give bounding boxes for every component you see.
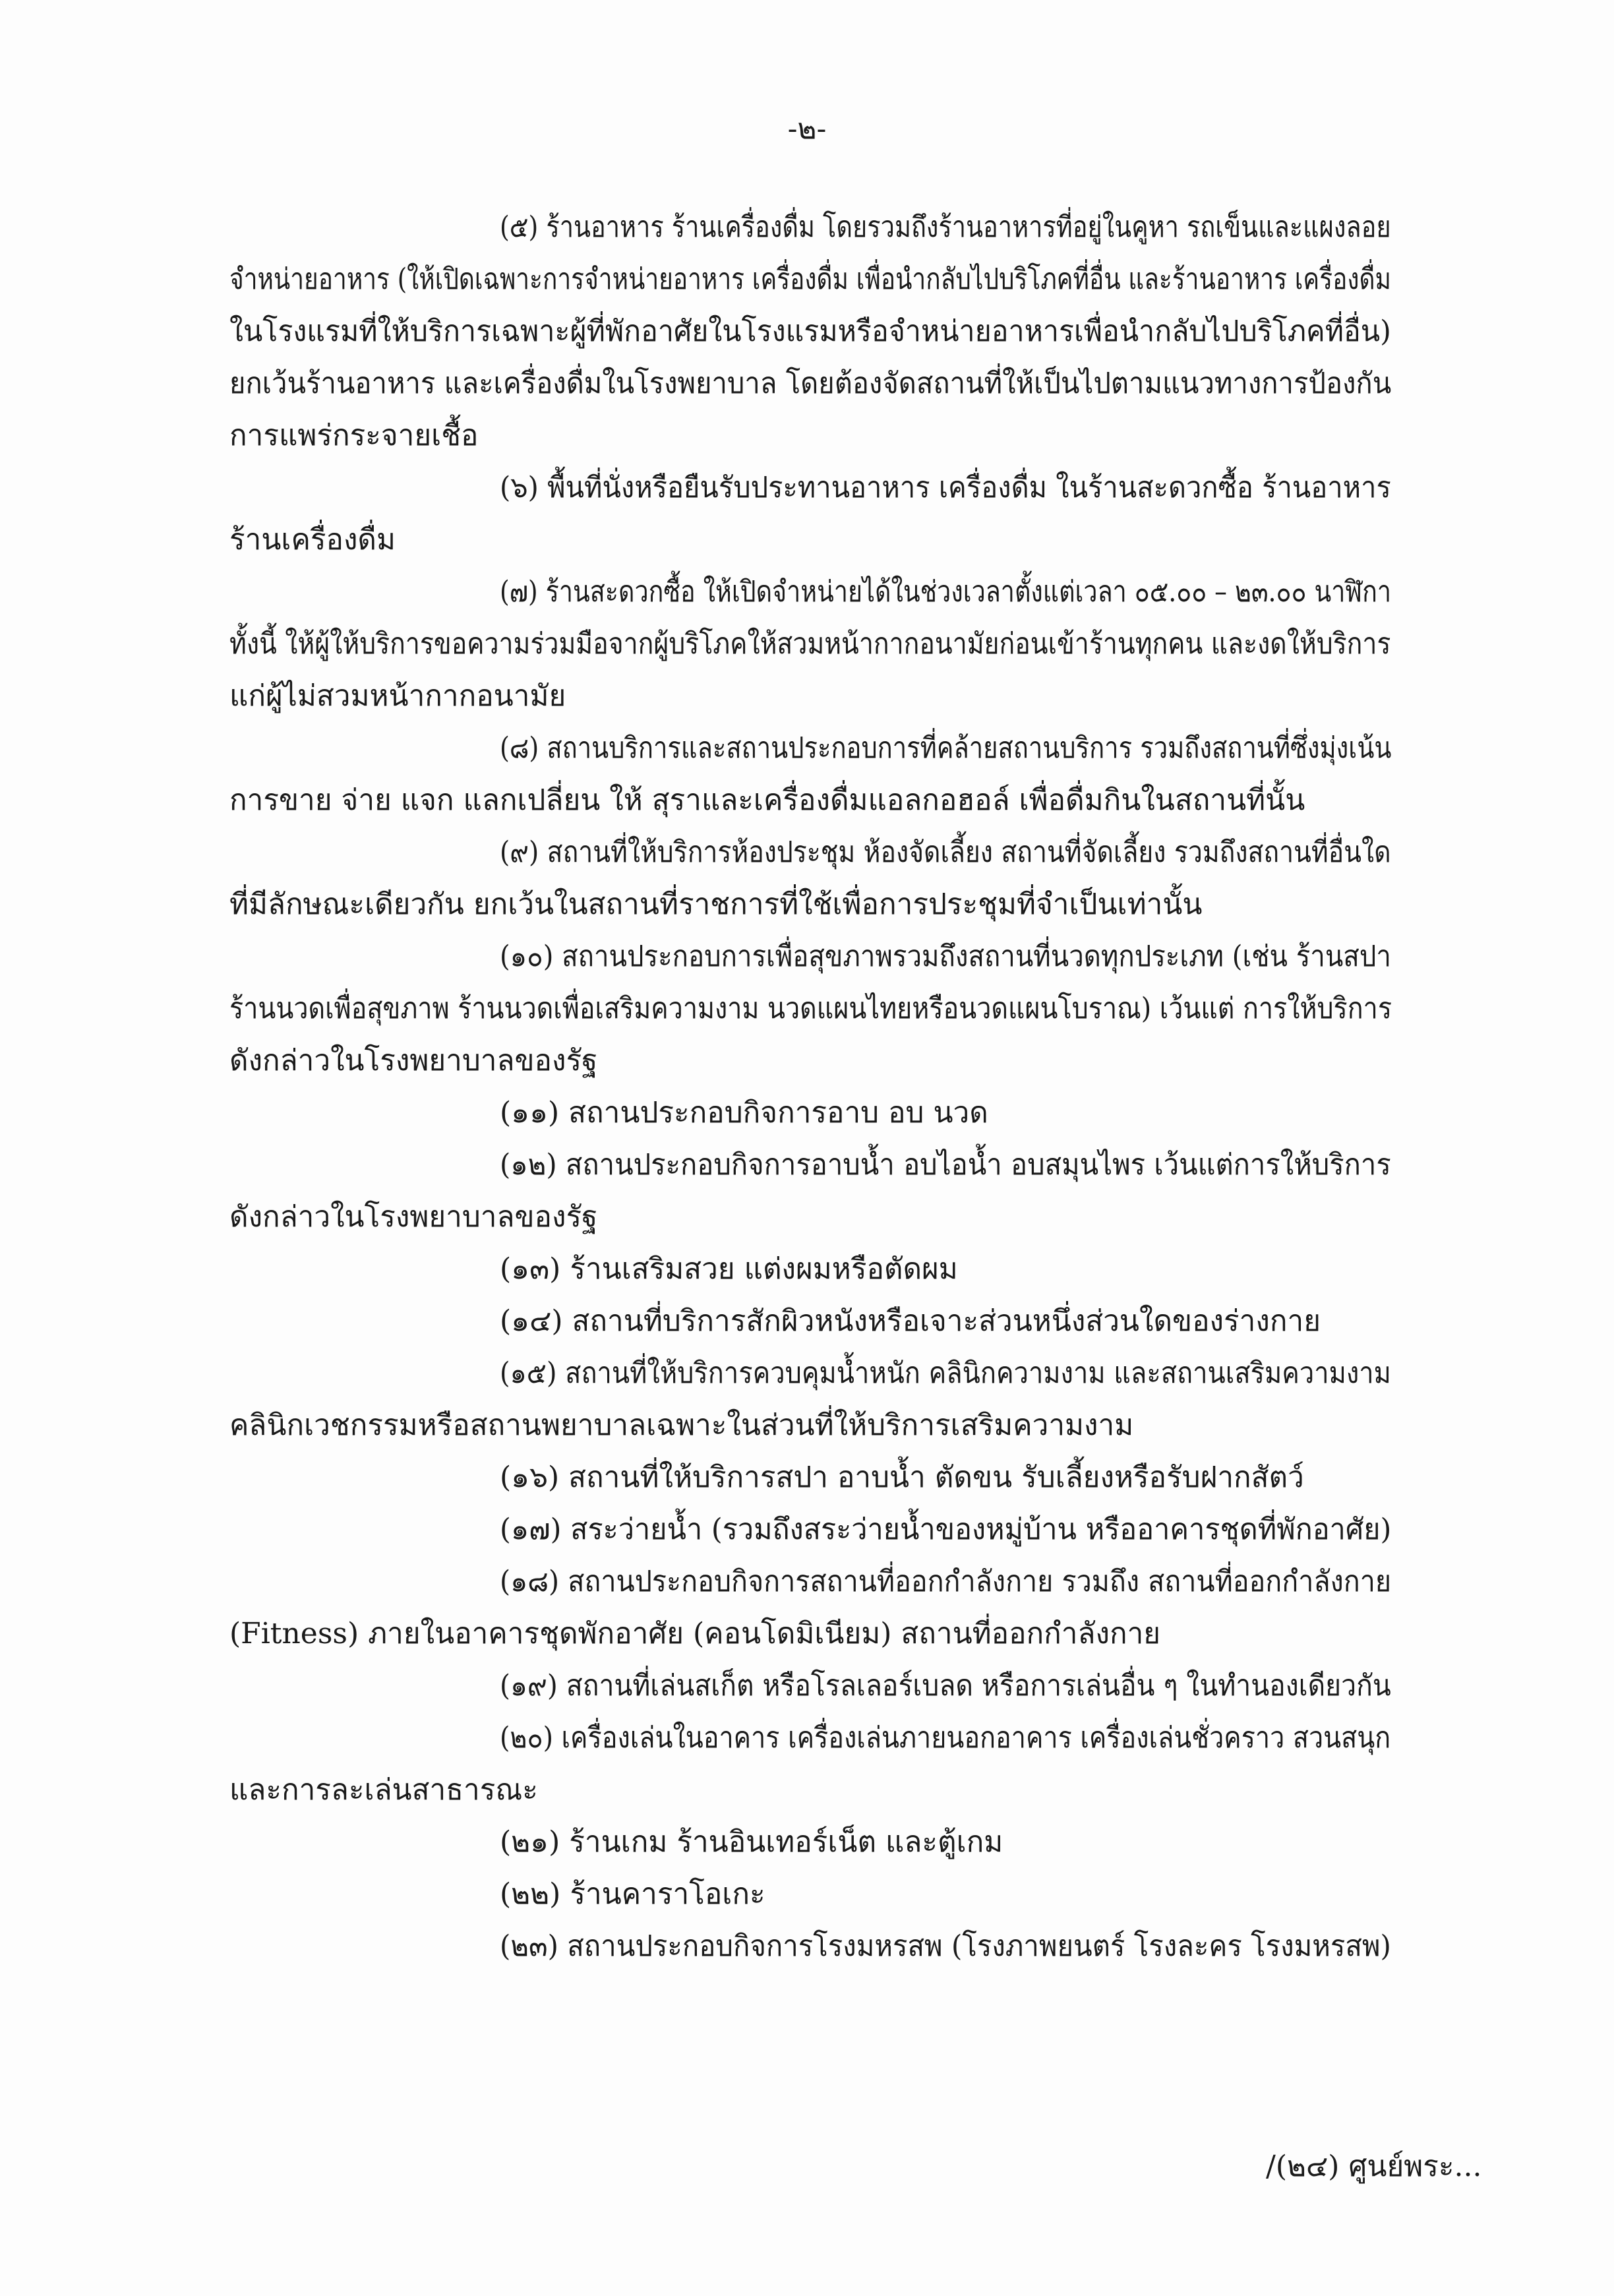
paragraph-line: (๑๗) สระว่ายน้ำ (รวมถึงสระว่ายน้ำของหมู่บ้าน หรืออาคารชุดที่พักอาศัย) [500,1513,1392,1546]
paragraph-line: (๑๖) สถานที่ให้บริการสปา อาบน้ำ ตัดขน รับเลี้ยงหรือรับฝากสัตว์ [500,1461,1304,1494]
page-number: -๒- [787,112,827,146]
paragraph-line: (๕) ร้านอาหาร ร้านเครื่องดื่ม โดยรวมถึงร้านอาหารที่อยู่ในคูหา รถเข็นและแผงลอย [500,210,1391,244]
paragraph-line: ในโรงแรมที่ให้บริการเฉพาะผู้ที่พักอาศัยในโรงแรมหรือจำหน่ายอาหารเพื่อนำกลับไปบริโภคที่อื่น) [229,315,1391,348]
paragraph-line: (๑๓) ร้านเสริมสวย แต่งผมหรือตัดผม [500,1252,958,1286]
paragraph-line: (Fitness) ภายในอาคารชุดพักอาศัย (คอนโดมิเนียม) สถานที่ออกกำลังกาย [229,1617,1161,1650]
paragraph-line: (๑๙) สถานที่เล่นสเก็ต หรือโรลเลอร์เบลด หรือการเล่นอื่น ๆ ในทำนองเดียวกัน [500,1669,1391,1703]
paragraph-line: (๖) พื้นที่นั่งหรือยืนรับประทานอาหาร เครื่องดื่ม ในร้านสะดวกซื้อ ร้านอาหาร [500,471,1391,504]
paragraph-line: (๑๑) สถานประกอบกิจการอาบ อบ นวด [500,1096,988,1130]
paragraph-line: (๙) สถานที่ให้บริการห้องประชุม ห้องจัดเลี้ยง สถานที่จัดเลี้ยง รวมถึงสถานที่อื่นใด [500,835,1391,869]
paragraph-line: ร้านเครื่องดื่ม [229,523,396,557]
paragraph-line: การแพร่กระจายเชื้อ [229,419,479,452]
paragraph-line: (๗) ร้านสะดวกซื้อ ให้เปิดจำหน่ายได้ในช่วงเวลาตั้งแต่เวลา ๐๕.๐๐ – ๒๓.๐๐ นาฬิกา [500,575,1392,609]
paragraph-line: แก่ผู้ไม่สวมหน้ากากอนามัย [229,679,566,713]
paragraph-line: ที่มีลักษณะเดียวกัน ยกเว้นในสถานที่ราชการที่ใช้เพื่อการประชุมที่จำเป็นเท่านั้น [229,888,1203,921]
paragraph-line: จำหน่ายอาหาร (ให้เปิดเฉพาะการจำหน่ายอาหาร เครื่องดื่ม เพื่อนำกลับไปบริโภคที่อื่น และร้านอาหาร เครื่องดื่ม [229,262,1391,296]
paragraph-line: (๒๒) ร้านคาราโอเกะ [500,1877,765,1911]
paragraph-line: ดังกล่าวในโรงพยาบาลของรัฐ [229,1044,598,1077]
paragraph-line: ดังกล่าวในโรงพยาบาลของรัฐ [229,1200,598,1234]
paragraph-line: (๑๕) สถานที่ให้บริการควบคุมน้ำหนัก คลินิกความงาม และสถานเสริมความงาม [500,1356,1391,1390]
paragraph-line: (๑๐) สถานประกอบการเพื่อสุขภาพรวมถึงสถานที่นวดทุกประเภท (เช่น ร้านสปา [500,940,1391,973]
paragraph-line: ยกเว้นร้านอาหาร และเครื่องดื่มในโรงพยาบาล โดยต้องจัดสถานที่ให้เป็นไปตามแนวทางการป้องกัน [229,367,1392,400]
paragraph-line: (๒๐) เครื่องเล่นในอาคาร เครื่องเล่นภายนอกอาคาร เครื่องเล่นชั่วคราว สวนสนุก [500,1721,1391,1755]
paragraph-line: ร้านนวดเพื่อสุขภาพ ร้านนวดเพื่อเสริมความงาม นวดแผนไทยหรือนวดแผนโบราณ) เว้นแต่ การให้บริการ [229,992,1392,1025]
paragraph-line: (๘) สถานบริการและสถานประกอบการที่คล้ายสถานบริการ รวมถึงสถานที่ซึ่งมุ่งเน้น [500,731,1392,765]
paragraph-line: คลินิกเวชกรรมหรือสถานพยาบาลเฉพาะในส่วนที่ให้บริการเสริมความงาม [229,1408,1134,1442]
paragraph-line: การขาย จ่าย แจก แลกเปลี่ยน ให้ สุราและเครื่องดื่มแอลกอฮอล์ เพื่อดื่มกินในสถานที่นั้น [229,783,1305,817]
paragraph-line: (๑๘) สถานประกอบกิจการสถานที่ออกกำลังกาย รวมถึง สถานที่ออกกำลังกาย [500,1565,1392,1598]
paragraph-line: ทั้งนี้ ให้ผู้ให้บริการขอความร่วมมือจากผู้บริโภคให้สวมหน้ากากอนามัยก่อนเข้าร้านทุกคน และงดให้บริการ [229,627,1391,661]
paragraph-line: (๒๑) ร้านเกม ร้านอินเทอร์เน็ต และตู้เกม [500,1825,1003,1859]
paragraph-line: (๒๓) สถานประกอบกิจการโรงมหรสพ (โรงภาพยนตร์ โรงละคร โรงมหรสพ) [500,1929,1391,1963]
paragraph-line: และการละเล่นสาธารณะ [229,1773,538,1807]
paragraph-line: (๑๒) สถานประกอบกิจการอาบน้ำ อบไอน้ำ อบสมุนไพร เว้นแต่การให้บริการ [500,1148,1391,1182]
paragraph-line: (๑๔) สถานที่บริการสักผิวหนังหรือเจาะส่วนหนึ่งส่วนใดของร่างกาย [500,1304,1321,1338]
continuation-reference: /(๒๔) ศูนย์พระ... [1266,2150,1482,2183]
